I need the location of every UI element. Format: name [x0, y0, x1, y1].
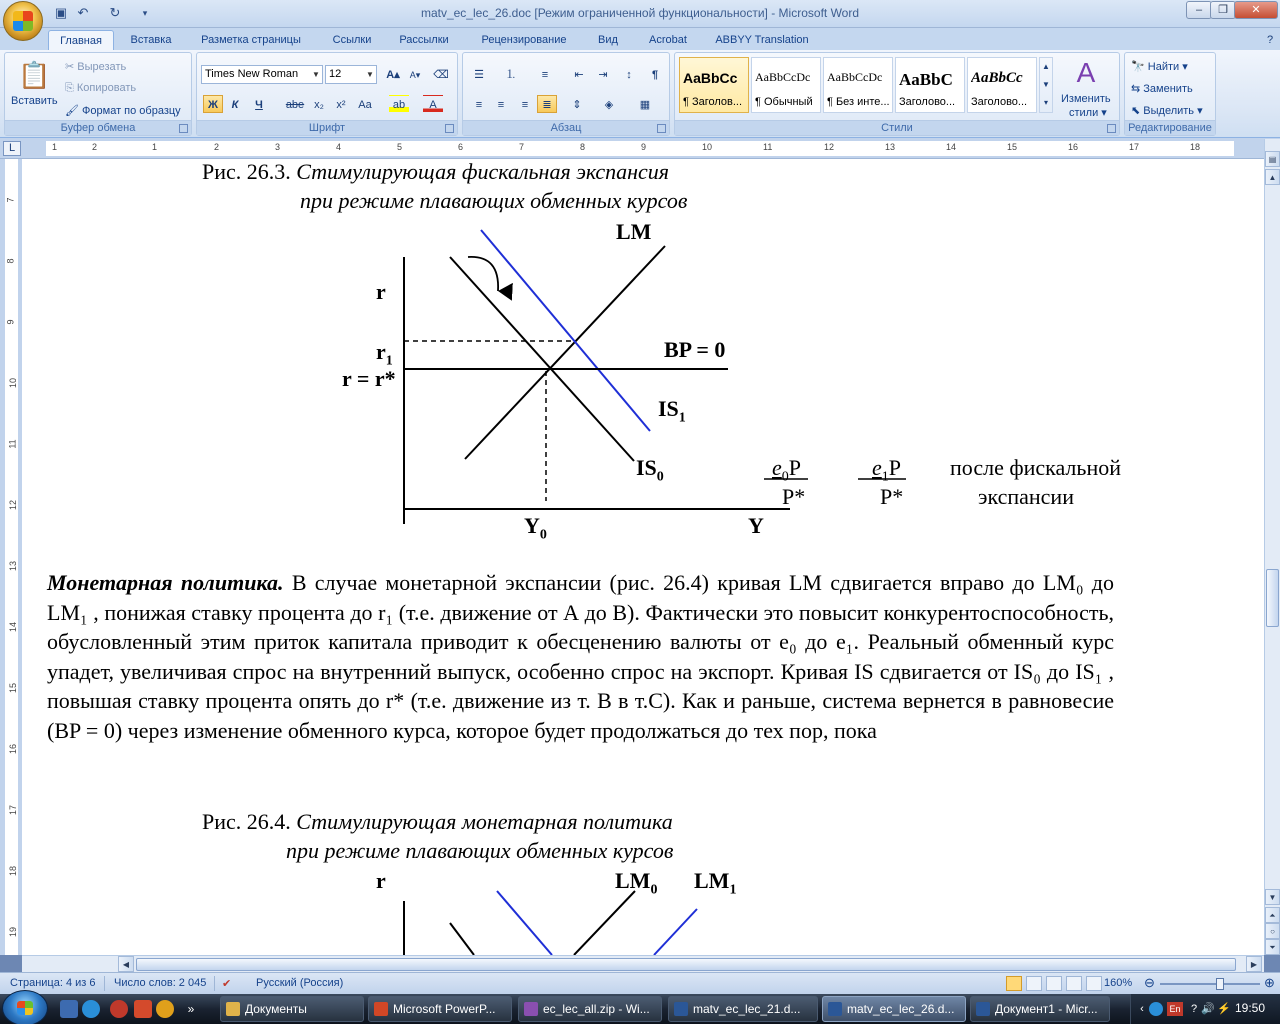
subscript-button[interactable]: x₂	[314, 99, 324, 111]
ruler-number: 2	[214, 142, 220, 152]
multilevel-list-icon[interactable]: ≡	[541, 69, 549, 81]
horizontal-ruler[interactable]	[0, 138, 1280, 159]
tab-references[interactable]: Ссылки	[332, 34, 372, 46]
taskbar-item-winrar[interactable]: ec_lec_all.zip - Wi...	[518, 996, 662, 1022]
tab-page-layout[interactable]: Разметка страницы	[201, 34, 301, 46]
zoom-slider-knob[interactable]	[1216, 978, 1224, 990]
fig3-caption: Рис. 26.3. Стимулирующая фискальная экспансия	[202, 159, 670, 184]
vertical-ruler-number: 14	[8, 621, 19, 633]
print-layout-view-icon[interactable]	[1006, 976, 1022, 991]
zoom-out-icon[interactable]: ⊖	[1144, 975, 1155, 990]
tab-selector[interactable]: L	[3, 141, 21, 156]
font-size-combo[interactable]: 12 ▼	[325, 65, 377, 84]
office-logo-icon	[13, 11, 33, 31]
style-heading-2[interactable]: AaBbC Заголово...	[895, 57, 965, 113]
horizontal-scroll-thumb[interactable]	[136, 958, 1236, 971]
fig3-e0-label: $e_0P$	[772, 455, 802, 485]
archive-icon	[524, 1002, 538, 1016]
change-styles-button-line2[interactable]: стили ▾	[1069, 107, 1107, 119]
fig4-caption-line2: при режиме плавающих обменных курсов	[286, 838, 674, 863]
change-styles-icon[interactable]: A	[1076, 57, 1096, 88]
full-screen-view-icon[interactable]	[1026, 976, 1042, 991]
sort-icon[interactable]: ↕	[626, 69, 632, 81]
chevron-down-icon[interactable]: ▼	[366, 70, 374, 79]
fig4-is-curve	[450, 923, 474, 955]
ruler-number: 10	[702, 142, 713, 152]
vertical-ruler-number: 16	[8, 743, 19, 755]
borders-icon[interactable]: ▦	[639, 99, 651, 111]
clipboard-group	[4, 52, 192, 136]
paragraph-group-label: Абзац	[463, 120, 669, 135]
highlight-icon[interactable]: ab	[389, 95, 409, 113]
ruler-number: 1	[52, 142, 58, 152]
underline-button[interactable]: Ч	[255, 99, 263, 111]
chevron-down-icon[interactable]: ▼	[312, 70, 320, 79]
select-button[interactable]: ⬉ Выделить ▾	[1131, 105, 1203, 117]
ruler-number: 13	[885, 142, 896, 152]
fig3-shift-arrow	[468, 257, 498, 291]
windows-logo-icon	[17, 1001, 33, 1015]
save-icon[interactable]: ▣	[54, 5, 68, 20]
taskbar-item-word-21[interactable]: matv_ec_lec_21.d...	[668, 996, 818, 1022]
fig3-is1-label: $IS_1$	[658, 396, 686, 426]
styles-group	[674, 52, 1120, 136]
bold-button[interactable]: Ж	[203, 95, 223, 113]
style-heading-3[interactable]: AaBbCc Заголово...	[967, 57, 1037, 113]
fig3-after-label-2: экспансии	[978, 484, 1074, 509]
fig3-is1-curve	[481, 230, 650, 431]
fig3-lm-curve	[465, 246, 665, 459]
web-layout-view-icon[interactable]	[1046, 976, 1062, 991]
fig4-caption: Рис. 26.4. Стимулирующая монетарная политика	[202, 809, 673, 834]
align-center-icon[interactable]: ≡	[497, 99, 505, 111]
scroll-right-button[interactable]: ▶	[1246, 956, 1262, 972]
fig3-r-label: r	[376, 279, 386, 304]
styles-group-label: Стили	[675, 120, 1119, 135]
ruler-number: 3	[275, 142, 281, 152]
status-separator	[214, 976, 215, 991]
ruler-number: 8	[580, 142, 586, 152]
fig3-after-label: после фискальной	[950, 455, 1121, 480]
vertical-ruler-number: 13	[8, 560, 19, 572]
ruler-number: 9	[641, 142, 647, 152]
zoom-level[interactable]: 160%	[1104, 977, 1133, 989]
fig4-lm0-curve	[574, 891, 635, 955]
tab-acrobat[interactable]: Acrobat	[649, 34, 687, 46]
fig3-y0-label: $Y_0$	[524, 513, 547, 543]
font-group-label: Шрифт	[197, 120, 457, 135]
zoom-slider[interactable]	[1160, 983, 1260, 985]
previous-page-icon[interactable]: ⏶	[1265, 907, 1280, 923]
word-icon	[976, 1002, 990, 1016]
clear-format-icon[interactable]: ⌫	[433, 69, 449, 81]
fig4-lm1-curve	[654, 909, 697, 955]
dialog-launcher-icon[interactable]	[179, 124, 188, 133]
ribbon-tabs	[0, 28, 1280, 50]
ruler-number: 2	[92, 142, 98, 152]
title-bar	[0, 0, 1280, 28]
fig3-caption-line2: при режиме плавающих обменных курсов	[300, 188, 688, 213]
ruler-number: 12	[824, 142, 835, 152]
taskbar-item-word-26[interactable]: matv_ec_lec_26.d...	[822, 996, 966, 1022]
app-icon[interactable]	[134, 1000, 152, 1018]
fig4-lm0-label: $LM_0$	[615, 868, 658, 898]
paste-icon[interactable]: 📋	[18, 60, 51, 90]
vertical-scrollbar[interactable]	[1264, 139, 1280, 955]
vertical-ruler-number: 11	[7, 439, 18, 449]
tab-abbyy[interactable]: ABBYY Translation	[715, 34, 809, 46]
ribbon	[0, 50, 1280, 138]
window-title: matv_ec_lec_26.doc [Режим ограниченной функциональности] - Microsoft Word	[420, 6, 860, 20]
ruler-number: 18	[1190, 142, 1201, 152]
style-heading-1[interactable]: AaBbCc ¶ Заголов...	[679, 57, 749, 113]
fig3-pstar2: P*	[880, 484, 904, 509]
vertical-ruler-number: 12	[8, 499, 19, 511]
fig3-lm-label: LM	[616, 219, 652, 244]
horizontal-scrollbar[interactable]	[22, 955, 1264, 972]
ruler-number: 4	[336, 142, 342, 152]
start-button[interactable]	[2, 990, 48, 1024]
paragraph-group	[462, 52, 670, 136]
zoom-in-icon[interactable]: ⊕	[1264, 975, 1275, 990]
chrome-icon[interactable]	[156, 1000, 174, 1018]
dialog-launcher-icon[interactable]	[445, 124, 454, 133]
ruler-number: 6	[458, 142, 464, 152]
draft-view-icon[interactable]	[1086, 976, 1102, 991]
style-no-spacing[interactable]: AaBbCcDc ¶ Без инте...	[823, 57, 893, 113]
outline-view-icon[interactable]	[1066, 976, 1082, 991]
language-indicator[interactable]: Русский (Россия)	[256, 977, 344, 989]
word-icon	[828, 1002, 842, 1016]
shading-icon[interactable]: ◈	[604, 99, 614, 111]
vertical-ruler-number: 19	[8, 926, 19, 938]
ruler-number: 16	[1068, 142, 1079, 152]
fig3-is0-label: $IS_0$	[636, 455, 664, 485]
paragraph-body: В случае монетарной экспансии (рис. 26.4) кривая LM сдвигается вправо до LM₀ до LM₁ , понижая ставку процента до r₁ (т.е. движение от А до B). Фактически это повысит конкурентоспособность, обусловленный этим приток капитала приводит к обесценению валюты от e₀ до e₁. Реальный обменный курс упадет, увеличивая спрос на внутренний выпуск, особенно спрос на экспорт. Кривая IS сдвигается от IS₀ до IS₁ , повышая ставку процента опять до r* (т.е. движение из т. В в т.C). Как и раньше, система вернется в равновесие (BP = 0) через изменение обменного курса, которое будет продолжаться до тех пор, пока	[47, 570, 1115, 743]
page-counter[interactable]: Страница: 4 из 6	[10, 977, 96, 989]
vertical-ruler-number: 10	[8, 377, 19, 389]
tab-mailings[interactable]: Рассылки	[399, 34, 449, 46]
line-spacing-icon[interactable]: ⇕	[572, 99, 582, 111]
clock[interactable]: 19:50	[1235, 1001, 1266, 1015]
style-normal[interactable]: AaBbCcDc ¶ Обычный	[751, 57, 821, 113]
fig3-y-label: Y	[748, 513, 764, 538]
find-button[interactable]: 🔭 Найти ▾	[1131, 61, 1188, 73]
strikethrough-button[interactable]: abe	[285, 99, 305, 111]
volume-icon[interactable]: 🔊	[1201, 1003, 1215, 1015]
format-painter-button[interactable]: 🖌 Формат по образцу	[65, 105, 181, 117]
editing-group-label: Редактирование	[1125, 120, 1215, 135]
ruler-number: 1	[152, 142, 158, 152]
document-page[interactable]	[22, 159, 1264, 955]
scroll-up-button[interactable]: ▲	[1265, 169, 1280, 185]
increase-indent-icon[interactable]: ⇥	[598, 69, 608, 81]
fig3-rstar-label: r = r*	[342, 366, 396, 391]
status-bar	[0, 972, 1280, 994]
font-name-combo[interactable]: Times New Roman ▼	[201, 65, 323, 84]
ruler-track[interactable]	[46, 141, 1234, 156]
opera-icon[interactable]	[110, 1000, 128, 1018]
taskbar-item-documents[interactable]: Документы	[220, 996, 364, 1022]
bullets-icon[interactable]: ☰	[474, 69, 484, 81]
word-icon	[674, 1002, 688, 1016]
clipboard-group-label: Буфер обмена	[5, 120, 191, 135]
ruler-number: 5	[397, 142, 403, 152]
change-case-button[interactable]: Aa	[358, 99, 372, 111]
browse-object-icon[interactable]: ○	[1265, 923, 1280, 939]
spellcheck-icon[interactable]: ✔	[222, 978, 232, 990]
paste-button[interactable]: Вставить	[11, 95, 58, 107]
editing-group	[1124, 52, 1216, 136]
word-count[interactable]: Число слов: 2 045	[114, 977, 207, 989]
vertical-ruler-number: 8	[5, 258, 16, 264]
fig4-r-label: r	[376, 868, 386, 893]
ruler-number: 15	[1007, 142, 1018, 152]
vertical-ruler-number: 18	[8, 865, 19, 877]
network-icon[interactable]	[1149, 1002, 1163, 1016]
folder-icon	[226, 1002, 240, 1016]
fig3-pstar1: P*	[782, 484, 806, 509]
ruler-number: 17	[1129, 142, 1140, 152]
ruler-number: 14	[946, 142, 957, 152]
tab-insert[interactable]: Вставка	[130, 34, 172, 46]
vertical-ruler-number: 7	[5, 197, 16, 203]
superscript-button[interactable]: x²	[336, 99, 346, 111]
vertical-ruler-number: 9	[5, 319, 16, 325]
chevron-left-icon[interactable]: ‹	[1140, 1003, 1144, 1015]
office-button[interactable]	[3, 1, 43, 41]
italic-button[interactable]: К	[231, 99, 239, 111]
styles-scroll-icon[interactable]: ▲ ▼ ▾	[1039, 57, 1053, 113]
powerpoint-icon	[374, 1002, 388, 1016]
font-group	[196, 52, 458, 136]
customize-icon[interactable]: ▾	[142, 8, 148, 18]
show-desktop-icon[interactable]	[60, 1000, 78, 1018]
minimize-button[interactable]: ‒	[1186, 1, 1212, 19]
fig3-e1-label: $e_1P$	[872, 455, 902, 485]
vertical-scroll-thumb[interactable]	[1266, 569, 1279, 627]
close-button[interactable]: ✕	[1234, 1, 1278, 19]
undo-icon[interactable]: ↶	[77, 5, 89, 20]
ruler-number: 7	[519, 142, 525, 152]
ie-icon[interactable]	[82, 1000, 100, 1018]
fig4-is1-curve	[497, 891, 552, 955]
pilcrow-icon[interactable]: ¶	[651, 69, 659, 81]
font-color-icon[interactable]: A	[423, 95, 443, 113]
dialog-launcher-icon[interactable]	[1107, 124, 1116, 133]
status-separator	[104, 976, 105, 991]
fig3-is0-curve	[450, 257, 634, 461]
vertical-ruler-number: 15	[8, 682, 19, 694]
vertical-ruler-number: 17	[8, 804, 19, 816]
system-tray	[1130, 994, 1280, 1024]
decrease-indent-icon[interactable]: ⇤	[574, 69, 584, 81]
maximize-button[interactable]: ❐	[1210, 1, 1236, 19]
scroll-left-button[interactable]: ◀	[118, 956, 134, 972]
tab-home[interactable]: Главная	[48, 30, 114, 50]
vertical-ruler[interactable]	[0, 159, 22, 955]
copy-button[interactable]: ⎘ Копировать	[65, 82, 137, 94]
body-paragraph[interactable]	[47, 568, 1114, 745]
power-icon[interactable]: ⚡	[1217, 1003, 1231, 1015]
fig4-lm1-label: $LM_1$	[694, 868, 737, 898]
taskbar-item-powerpoint[interactable]: Microsoft PowerP...	[368, 996, 512, 1022]
grow-font-icon[interactable]: A▴	[386, 69, 400, 81]
scroll-down-button[interactable]: ▼	[1265, 889, 1280, 905]
chevron-right-icon[interactable]: »	[187, 1002, 195, 1016]
change-styles-button[interactable]: Изменить	[1061, 93, 1111, 105]
ruler-toggle-icon[interactable]: ▤	[1265, 151, 1280, 167]
paragraph-lead: Монетарная политика.	[47, 570, 284, 595]
dialog-launcher-icon[interactable]	[657, 124, 666, 133]
redo-icon[interactable]: ↻	[109, 5, 121, 20]
ruler-number: 11	[763, 142, 773, 152]
align-right-icon[interactable]: ≡	[521, 99, 529, 111]
shrink-font-icon[interactable]: A▾	[409, 70, 421, 80]
language-badge[interactable]: En	[1167, 1002, 1183, 1016]
fig3-r1-label: $r_1$	[376, 339, 393, 369]
tab-review[interactable]: Рецензирование	[481, 34, 567, 46]
replace-button[interactable]: ⇆ Заменить	[1131, 83, 1193, 95]
vertical-ruler-track[interactable]	[5, 159, 18, 955]
cut-button[interactable]: ✂ Вырезать	[65, 61, 127, 73]
taskbar-item-document1[interactable]: Документ1 - Micr...	[970, 996, 1110, 1022]
align-left-icon[interactable]: ≡	[475, 99, 483, 111]
help-icon[interactable]: ?	[1266, 34, 1274, 46]
taskbar	[0, 994, 1280, 1024]
next-page-icon[interactable]: ⏷	[1265, 939, 1280, 955]
fig3-bp-label: BP = 0	[664, 337, 726, 362]
numbering-icon[interactable]: ⒈	[505, 69, 517, 81]
tab-view[interactable]: Вид	[598, 34, 618, 46]
justify-icon[interactable]: ≣	[537, 95, 557, 113]
help-circle-icon[interactable]: ?	[1190, 1003, 1198, 1015]
